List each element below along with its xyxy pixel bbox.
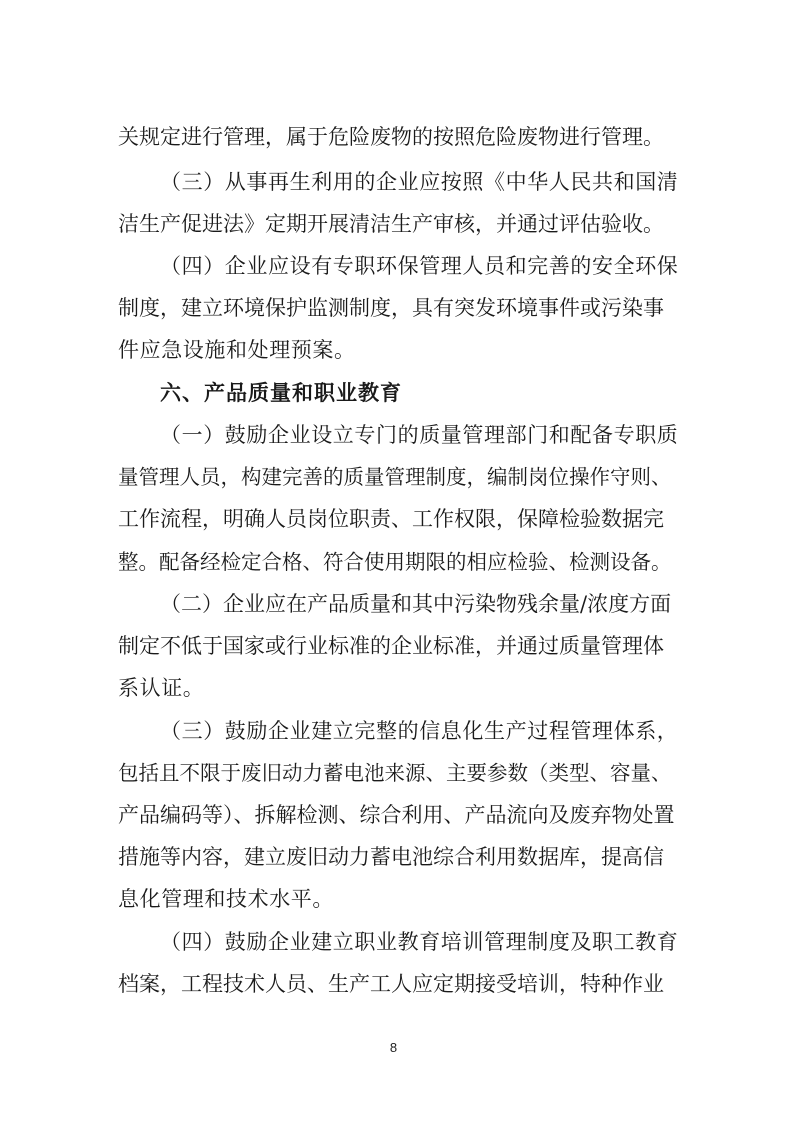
page-number: 8 [389,1040,398,1055]
text-line: （二）企业应在产品质量和其中污染物残余量/浓度方面 [160,592,672,616]
text-line: （三）鼓励企业建立完整的信息化生产过程管理体系， [160,719,679,743]
text-line: 包括且不限于废旧动力蓄电池来源、主要参数（类型、容量、 [118,761,672,785]
text-line: （三）从事再生利用的企业应按照《中华人民共和国清 [160,170,679,194]
text-line: （四）鼓励企业建立职业教育培训管理制度及职工教育 [160,930,679,954]
text-line: 关规定进行管理，属于危险废物的按照危险废物进行管理。 [118,125,664,149]
text-line: 系认证。 [118,676,205,700]
text-line: 制定不低于国家或行业标准的企业标准，并通过质量管理体 [118,634,664,658]
text-line: 措施等内容，建立废旧动力蓄电池综合利用数据库，提高信 [118,845,664,869]
text-line: （四）企业应设有专职环保管理人员和完善的安全环保 [160,254,679,278]
text-line: 制度，建立环境保护监测制度，具有突发环境事件或污染事 [118,296,664,320]
section-heading: 六、产品质量和职业教育 [160,381,402,405]
text-line: 档案，工程技术人员、生产工人应定期接受培训，特种作业 [118,972,664,996]
text-line: 件应急设施和处理预案。 [118,338,356,362]
text-line: 息化管理和技术水平。 [118,887,334,911]
text-line: 量管理人员，构建完善的质量管理制度，编制岗位操作守则、 [118,465,672,489]
text-line: 工作流程，明确人员岗位职责、工作权限，保障检验数据完 [118,507,664,531]
text-line: 洁生产促进法》定期开展清洁生产审核，并通过评估验收。 [118,212,664,236]
text-line: 整。配备经检定合格、符合使用期限的相应检验、检测设备。 [118,550,672,574]
text-line: （一）鼓励企业设立专门的质量管理部门和配备专职质 [160,423,679,447]
text-line: 产品编码等）、拆解检测、综合利用、产品流向及废弃物处置 [118,803,675,827]
